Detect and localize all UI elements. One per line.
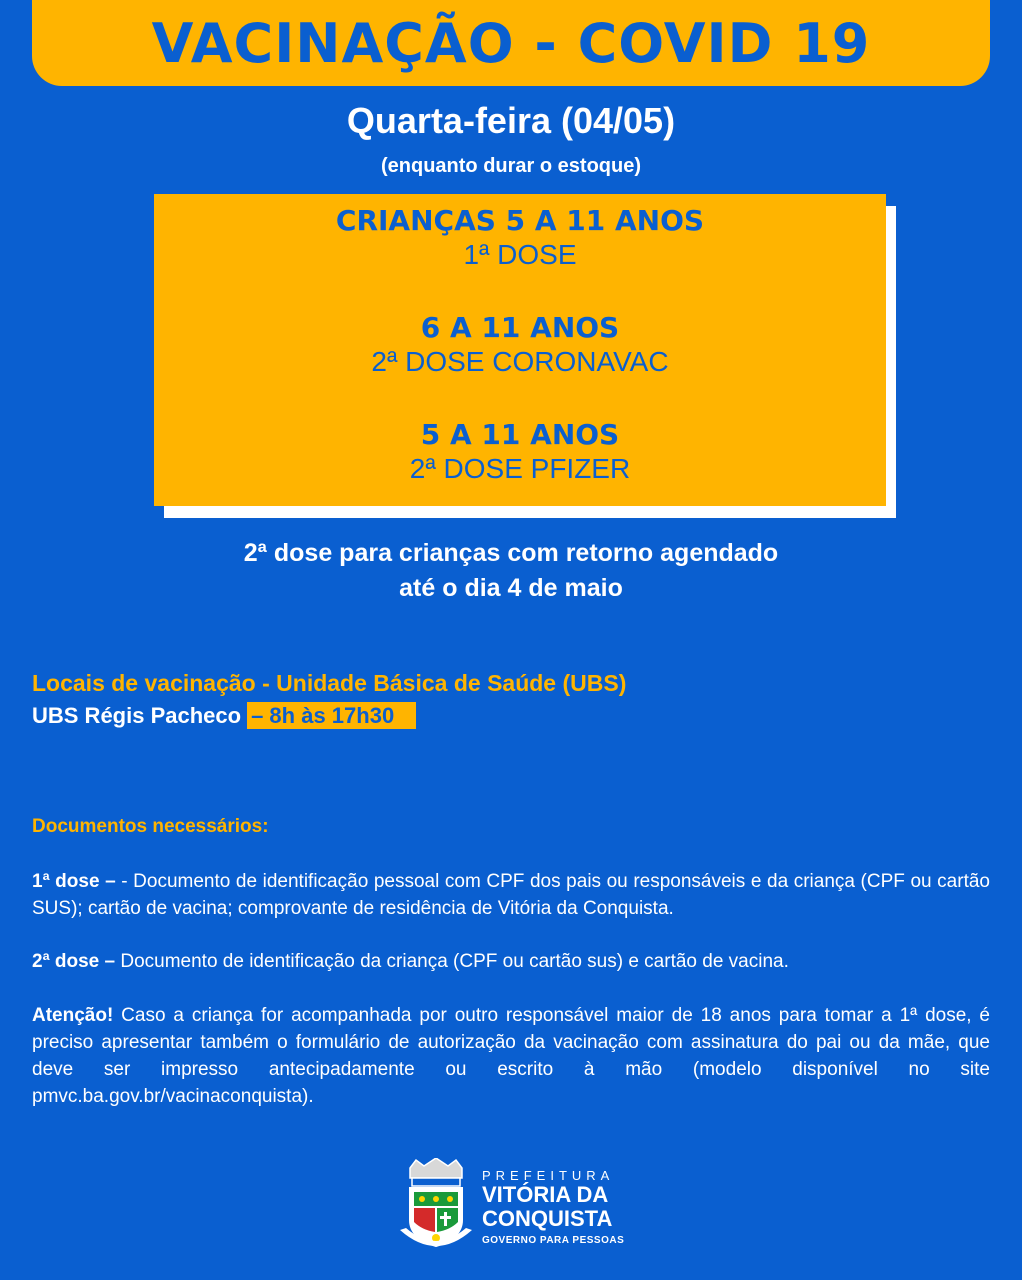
first-dose-docs [32, 868, 990, 922]
page-title: VACINAÇÃO - COVID 19 [151, 11, 871, 75]
group-item [154, 311, 886, 378]
logo-line3: CONQUISTA [482, 1206, 613, 1231]
attention-label: Atenção! [32, 1005, 114, 1026]
group-title: CRIANÇAS 5 A 11 ANOS [335, 204, 705, 237]
prefeitura-logo [396, 1158, 628, 1258]
second-dose-label: 2ª dose – [32, 951, 121, 972]
group-dose: 2ª DOSE CORONAVAC [371, 346, 669, 377]
second-dose-docs [32, 948, 990, 975]
stock-note: (enquanto durar o estoque) [381, 155, 641, 177]
group-dose: 2ª DOSE PFIZER [409, 453, 631, 484]
group-item [154, 204, 886, 271]
group-title: 6 A 11 ANOS [420, 311, 620, 344]
logo-text [482, 1168, 624, 1246]
logo-line1: PREFEITURA [482, 1168, 615, 1183]
first-dose-label: 1ª dose – [32, 871, 122, 892]
locations-title: Locais de vacinação - Unidade Básica de Saúde (UBS) [32, 670, 627, 696]
location-hours: – 8h às 17h30 [247, 702, 416, 729]
attention-paragraph [32, 1002, 990, 1110]
documents-title: Documentos necessários: [32, 816, 269, 837]
logo-line4: GOVERNO PARA PESSOAS [482, 1235, 625, 1246]
second-dose-note-line1: 2ª dose para crianças com retorno agendado [243, 539, 779, 567]
logo-line2: VITÓRIA DA [482, 1182, 609, 1207]
location-row [32, 702, 416, 729]
groups-box [154, 194, 886, 506]
location-name: UBS Régis Pacheco [32, 702, 242, 728]
group-dose: 1ª DOSE [463, 239, 577, 270]
city-coat-of-arms-icon [396, 1158, 476, 1258]
second-dose-text: Documento de identificação da criança (CPF ou cartão sus) e cartão de vacina. [120, 951, 789, 972]
group-item [154, 418, 886, 485]
second-dose-note-line2: até o dia 4 de maio [399, 574, 623, 602]
group-title: 5 A 11 ANOS [420, 418, 620, 451]
header-banner [32, 0, 990, 86]
first-dose-text: - Documento de identificação pessoal com CPF dos pais ou responsáveis e da criança (CPF ou cartão SUS); cartão de vacina; comprovante de residência de Vitória da Conquista. [32, 871, 990, 919]
attention-text: Caso a criança for acompanhada por outro responsável maior de 18 anos para tomar a 1ª dose, é preciso apresentar também o formulário de autorização da vacinação com assinatura do pai ou da mãe, que deve ser impresso antecipadamente ou escrito à mão (modelo disponível no site pmvc.ba.gov.br/vacinaconquista). [32, 1005, 990, 1107]
schedule-day: Quarta-feira (04/05) [346, 100, 676, 141]
second-dose-note [0, 536, 1022, 606]
